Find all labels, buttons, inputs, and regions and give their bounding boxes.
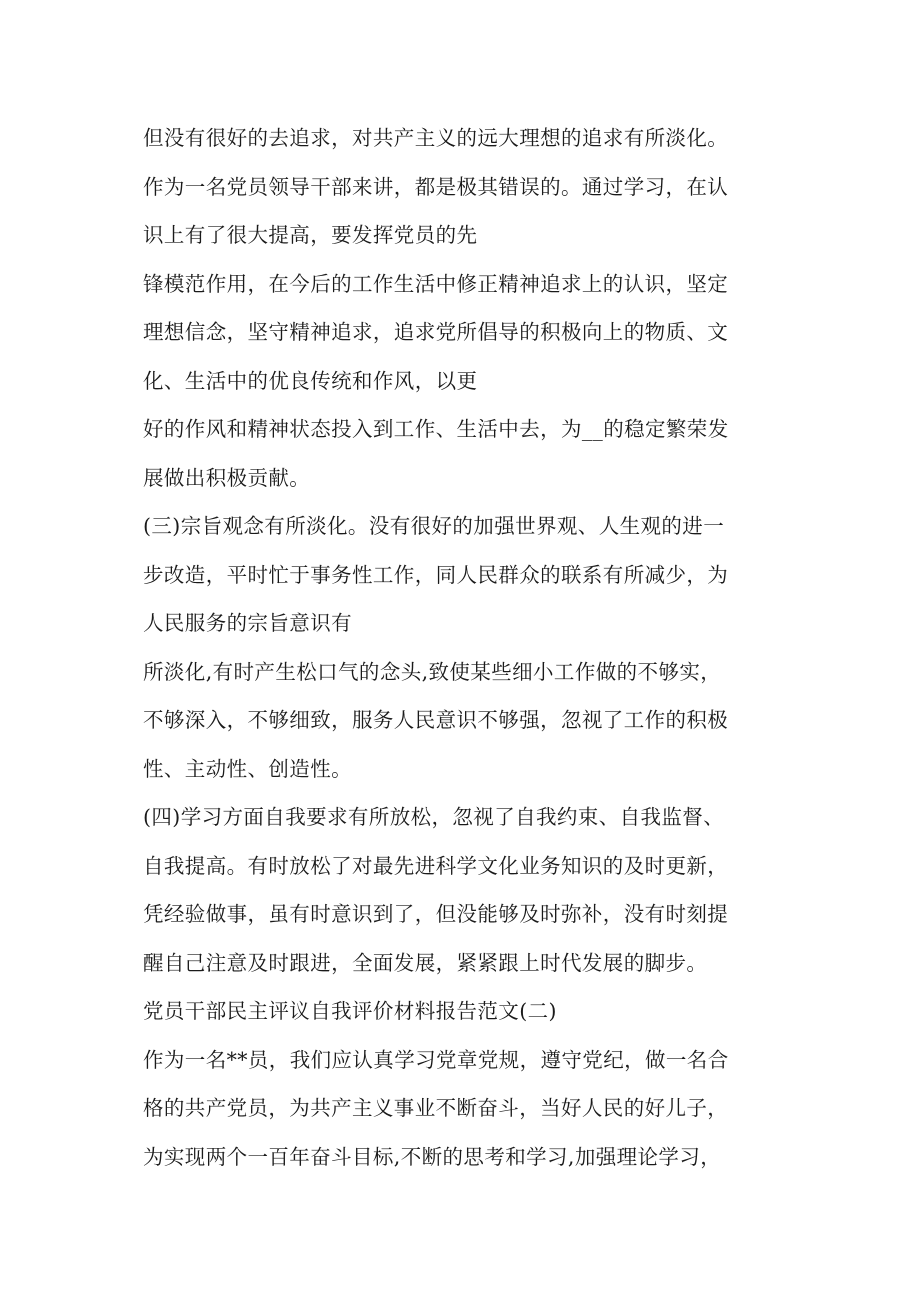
text-line: 识上有了很大提高，要发挥党员的先 bbox=[143, 223, 478, 247]
text-line: 人民服务的宗旨意识有 bbox=[143, 611, 352, 635]
text-line: 锋模范作用，在今后的工作生活中修正精神追求上的认识，坚定 bbox=[143, 271, 729, 296]
text-line: 不够深入，不够细致，服务人民意识不够强，忽视了工作的积极 bbox=[143, 708, 729, 732]
text-line: 为实现两个一百年奋斗目标,不断的思考和学习,加强理论学习， bbox=[143, 1144, 722, 1169]
text-line: 化、生活中的优良传统和作风，以更 bbox=[143, 368, 478, 393]
text-line: 自我提高。有时放松了对最先进科学文化业务知识的及时更新， bbox=[143, 853, 729, 878]
text-line: 好的作风和精神状态投入到工作、生活中去，为__的稳定繁荣发 bbox=[143, 417, 729, 441]
section-heading-three: (三)宗旨观念有所淡化。没有很好的加强世界观、人生观的进一 bbox=[143, 514, 725, 538]
document-body bbox=[143, 114, 823, 1181]
text-line: 性、主动性、创造性。 bbox=[143, 756, 352, 781]
text-line: 理想信念，坚守精神追求，追求党所倡导的积极向上的物质、文 bbox=[143, 320, 729, 344]
text-line: 所淡化,有时产生松口气的念头,致使某些细小工作做的不够实， bbox=[143, 659, 722, 684]
text-line: 但没有很好的去追求，对共产主义的远大理想的追求有所淡化。 bbox=[143, 126, 729, 150]
text-line: 格的共产党员，为共产主义事业不断奋斗，当好人民的好儿子， bbox=[143, 1096, 729, 1120]
article-title: 党员干部民主评议自我评价材料报告范文(二) bbox=[143, 999, 557, 1023]
text-line: 步改造，平时忙于事务性工作，同人民群众的联系有所减少，为 bbox=[143, 562, 729, 587]
text-line: 作为一名**员，我们应认真学习党章党规，遵守党纪，做一名合 bbox=[143, 1047, 729, 1072]
text-line: 醒自己注意及时跟进，全面发展，紧紧跟上时代发展的脚步。 bbox=[143, 950, 708, 975]
text-line: 凭经验做事，虽有时意识到了，但没能够及时弥补，没有时刻提 bbox=[143, 902, 729, 926]
text-line: 作为一名党员领导干部来讲，都是极其错误的。通过学习，在认 bbox=[143, 174, 729, 199]
section-heading-four: (四)学习方面自我要求有所放松，忽视了自我约束、自我监督、 bbox=[143, 805, 725, 829]
text-line: 展做出积极贡献。 bbox=[143, 465, 311, 490]
